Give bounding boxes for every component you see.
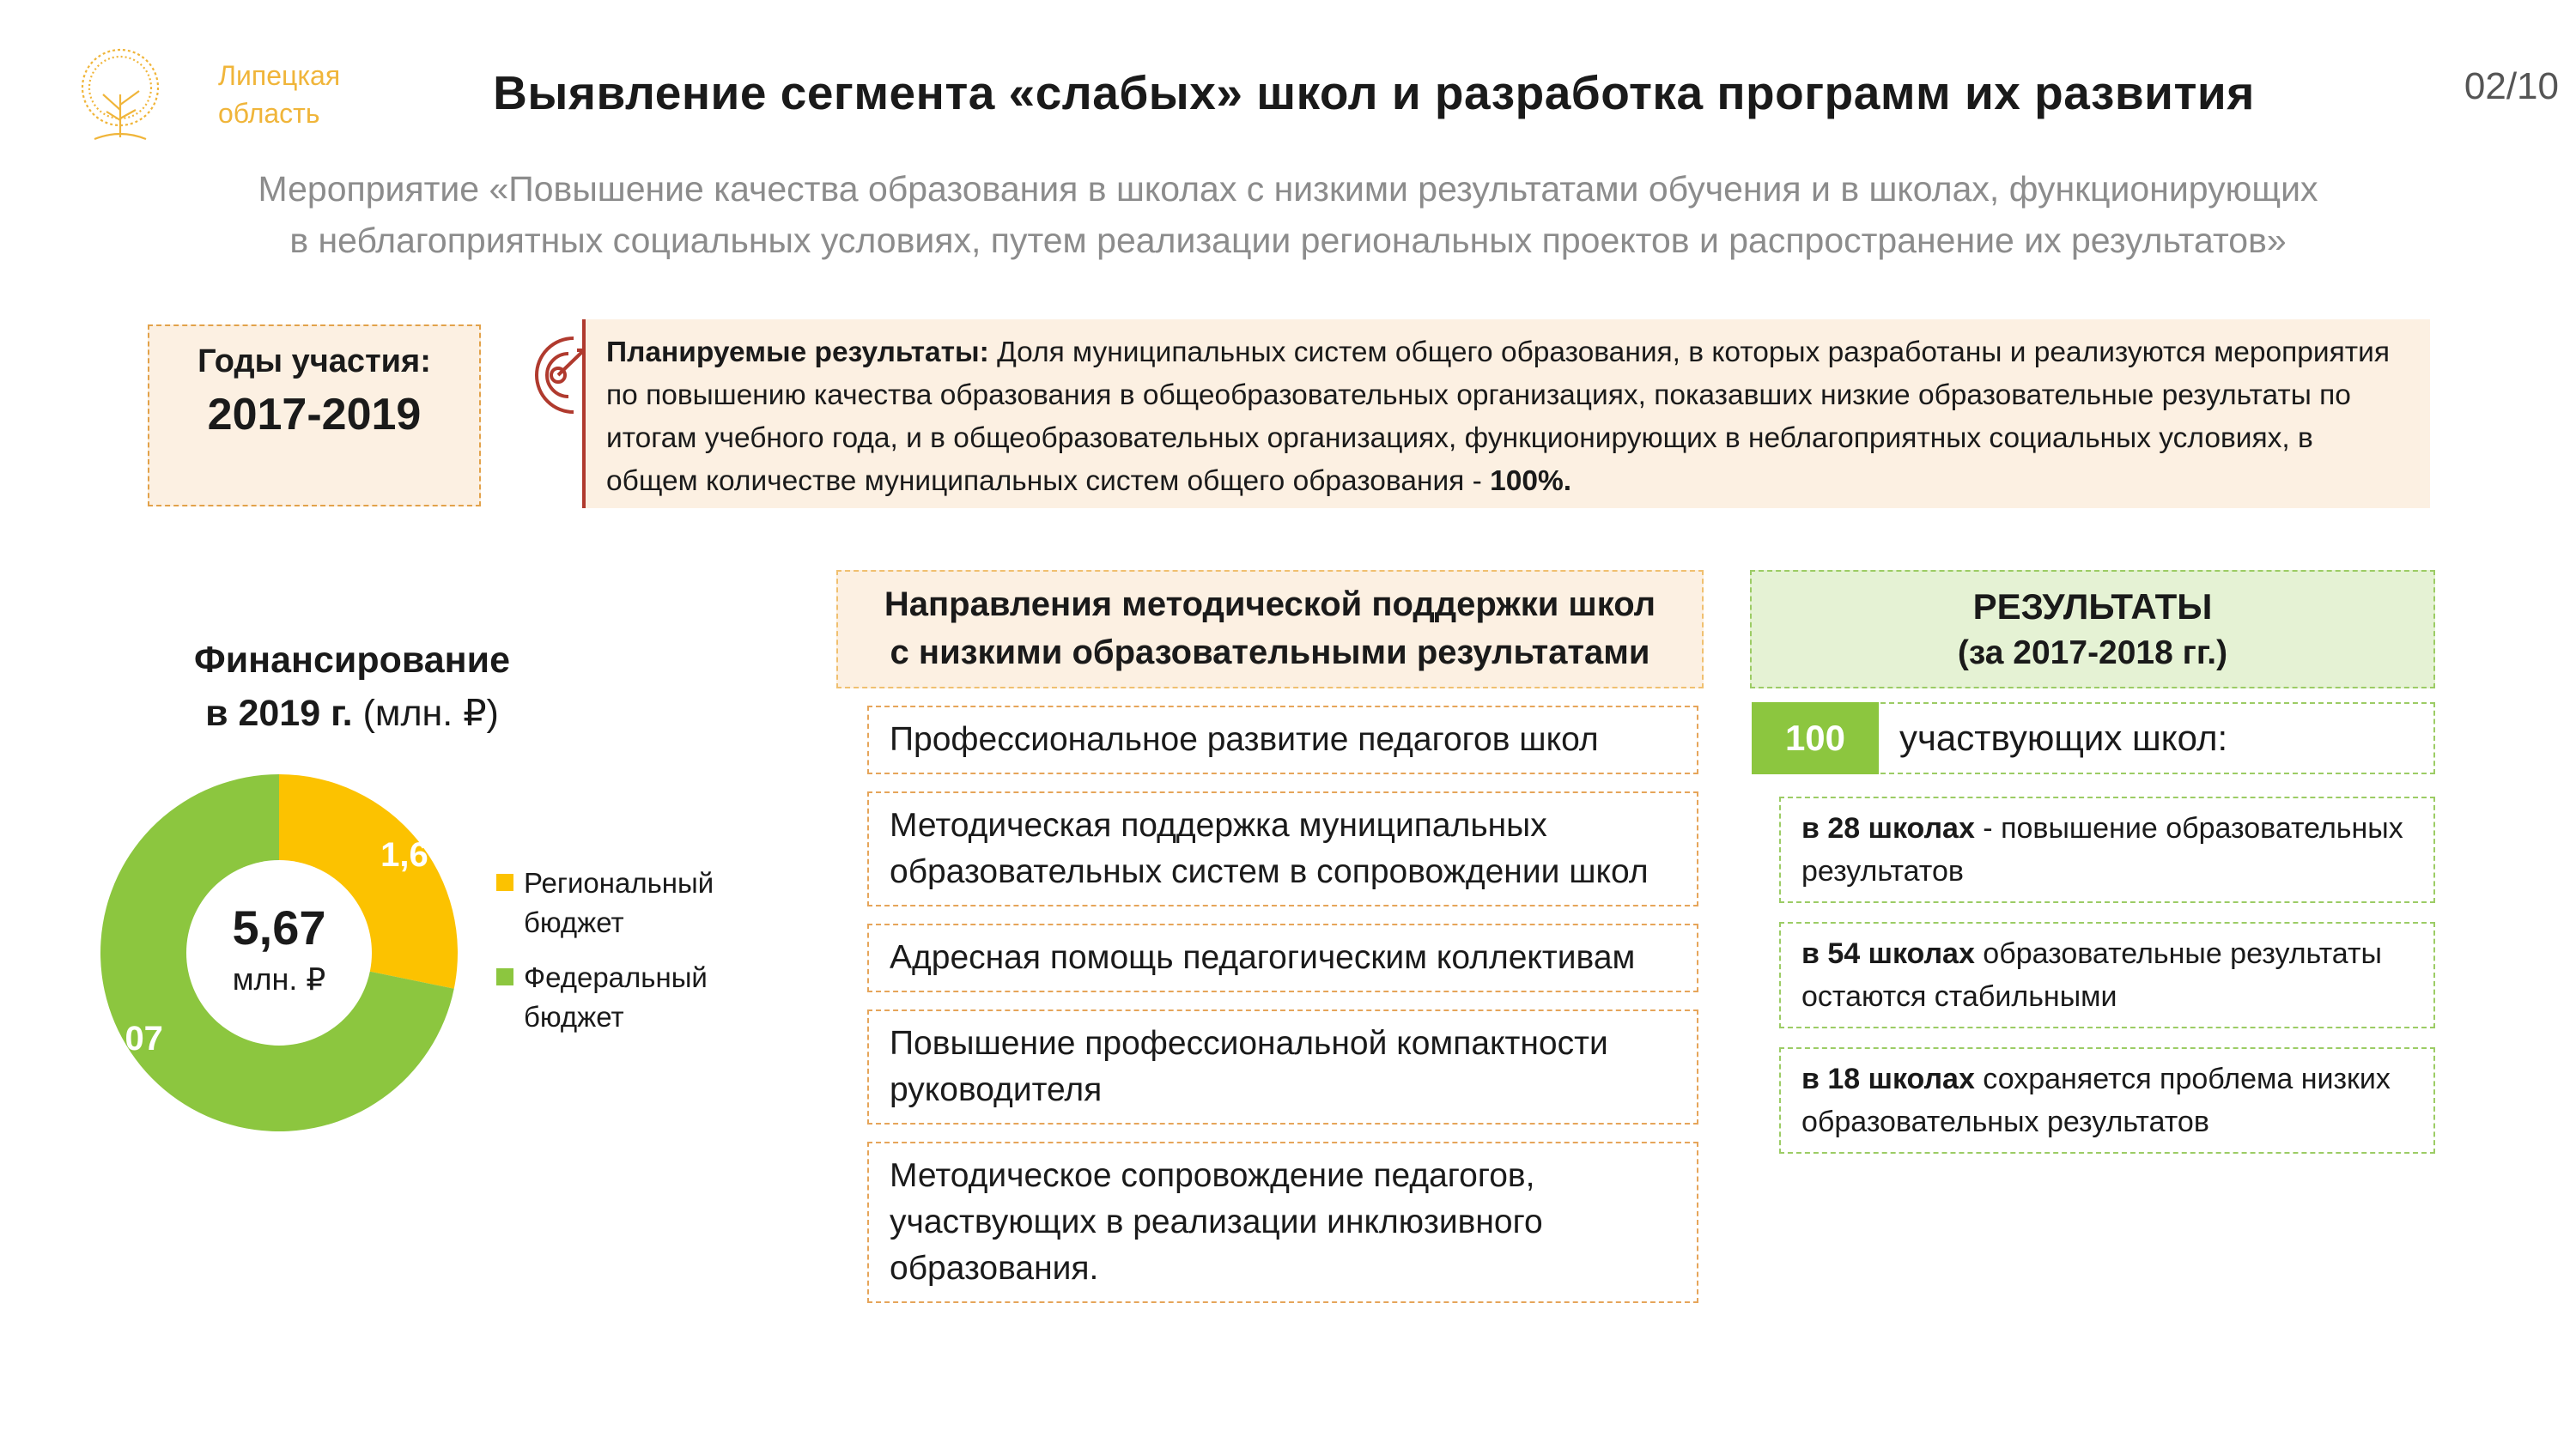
- direction-item-text: Профессиональное развитие педагогов школ: [890, 721, 1599, 758]
- participation-years-box: [148, 324, 481, 506]
- results-count-label: участвующих школ:: [1899, 718, 2228, 758]
- planned-results-text: Доля муниципальных систем общего образования, в которых разработаны и реализуются мероприятия по повышению качества образования в общеобразовательных организациях, показавших низкие образовательные результаты по итогам учебного года, и в общеобразовательных организациях, функционирующих в неблагоприятных социальных условиях, в общем количестве муниципальных систем общего образования -: [606, 336, 2390, 497]
- oak-tree-logo-icon: [69, 43, 172, 150]
- legend-swatch-federal: [496, 968, 513, 985]
- page-number: 02/10: [2464, 65, 2559, 107]
- years-value: 2017-2019: [207, 390, 422, 440]
- financing-title-unit: (млн. ₽): [352, 693, 499, 734]
- donut-total-unit: млн. ₽: [232, 961, 326, 997]
- financing-donut-chart: [94, 768, 464, 1137]
- legend-label-regional-line2: бюджет: [524, 906, 624, 938]
- financing-title: [137, 634, 567, 740]
- legend-label-federal-line1: Федеральный: [524, 961, 708, 993]
- result-item-text: - повышение образовательных результатов: [1801, 812, 2403, 888]
- result-item: [1779, 922, 2435, 1028]
- result-item: [1779, 1047, 2435, 1154]
- donut-total-value: 5,67: [232, 900, 326, 955]
- planned-results-box: [582, 319, 2430, 508]
- direction-item: [867, 706, 1698, 774]
- logo-text-line2: область: [218, 98, 320, 129]
- legend-swatch-regional: [496, 874, 513, 891]
- directions-header-line2: с низкими образовательными результатами: [890, 634, 1650, 671]
- legend-item-regional: [496, 864, 754, 943]
- direction-item: [867, 1009, 1698, 1125]
- direction-item-text: Адресная помощь педагогическим коллективам: [890, 939, 1636, 976]
- results-header: [1750, 570, 2435, 688]
- results-count-row: [1752, 702, 2435, 774]
- directions-header: [836, 570, 1704, 688]
- result-item-bold: в 28 школах: [1801, 812, 1975, 845]
- result-item-text: сохраняется проблема низких образовательных результатов: [1801, 1063, 2391, 1138]
- result-item-text: образовательные результаты остаются стабильными: [1801, 937, 2382, 1013]
- logo-text: [218, 57, 390, 132]
- direction-item: [867, 791, 1698, 906]
- directions-header-line1: Направления методической поддержки школ: [884, 585, 1656, 623]
- direction-item: [867, 1142, 1698, 1303]
- donut-data-label-regional: 1,6: [380, 835, 428, 874]
- direction-item: [867, 924, 1698, 992]
- legend-label-regional-line1: Региональный: [524, 867, 714, 899]
- financing-title-year: в 2019 г.: [205, 693, 353, 734]
- subtitle-line1: Мероприятие «Повышение качества образования в школах с низкими результатами обучения и в школах, функционирующих: [258, 169, 2318, 209]
- results-subtitle: (за 2017-2018 гг.): [1957, 634, 2228, 671]
- result-item: [1779, 797, 2435, 903]
- event-subtitle: [129, 163, 2447, 266]
- legend-item-federal: [496, 958, 754, 1037]
- logo-text-line1: Липецкая: [218, 60, 341, 91]
- planned-results-label: Планируемые результаты:: [606, 336, 989, 368]
- planned-results-value: 100%.: [1490, 465, 1572, 497]
- donut-data-label-federal: 4,07: [96, 1020, 163, 1058]
- result-item-bold: в 18 школах: [1801, 1063, 1975, 1095]
- page-title: Выявление сегмента «слабых» школ и разработка программ их развития: [493, 66, 2255, 119]
- legend-label-federal-line2: бюджет: [524, 1001, 624, 1033]
- subtitle-line2: в неблагоприятных социальных условиях, путем реализации региональных проектов и распространение их результатов»: [289, 221, 2287, 260]
- result-item-bold: в 54 школах: [1801, 937, 1975, 970]
- financing-title-line1: Финансирование: [194, 640, 510, 681]
- results-count-badge: 100: [1752, 702, 1879, 774]
- direction-item-text: Повышение профессиональной компактности руководителя: [890, 1025, 1608, 1108]
- direction-item-text: Методическое сопровождение педагогов, участвующих в реализации инклюзивного образования.: [890, 1157, 1543, 1287]
- direction-item-text: Методическая поддержка муниципальных образовательных систем в сопровождении школ: [890, 807, 1649, 890]
- years-label: Годы участия:: [197, 343, 431, 379]
- results-title: РЕЗУЛЬТАТЫ: [1972, 586, 2213, 627]
